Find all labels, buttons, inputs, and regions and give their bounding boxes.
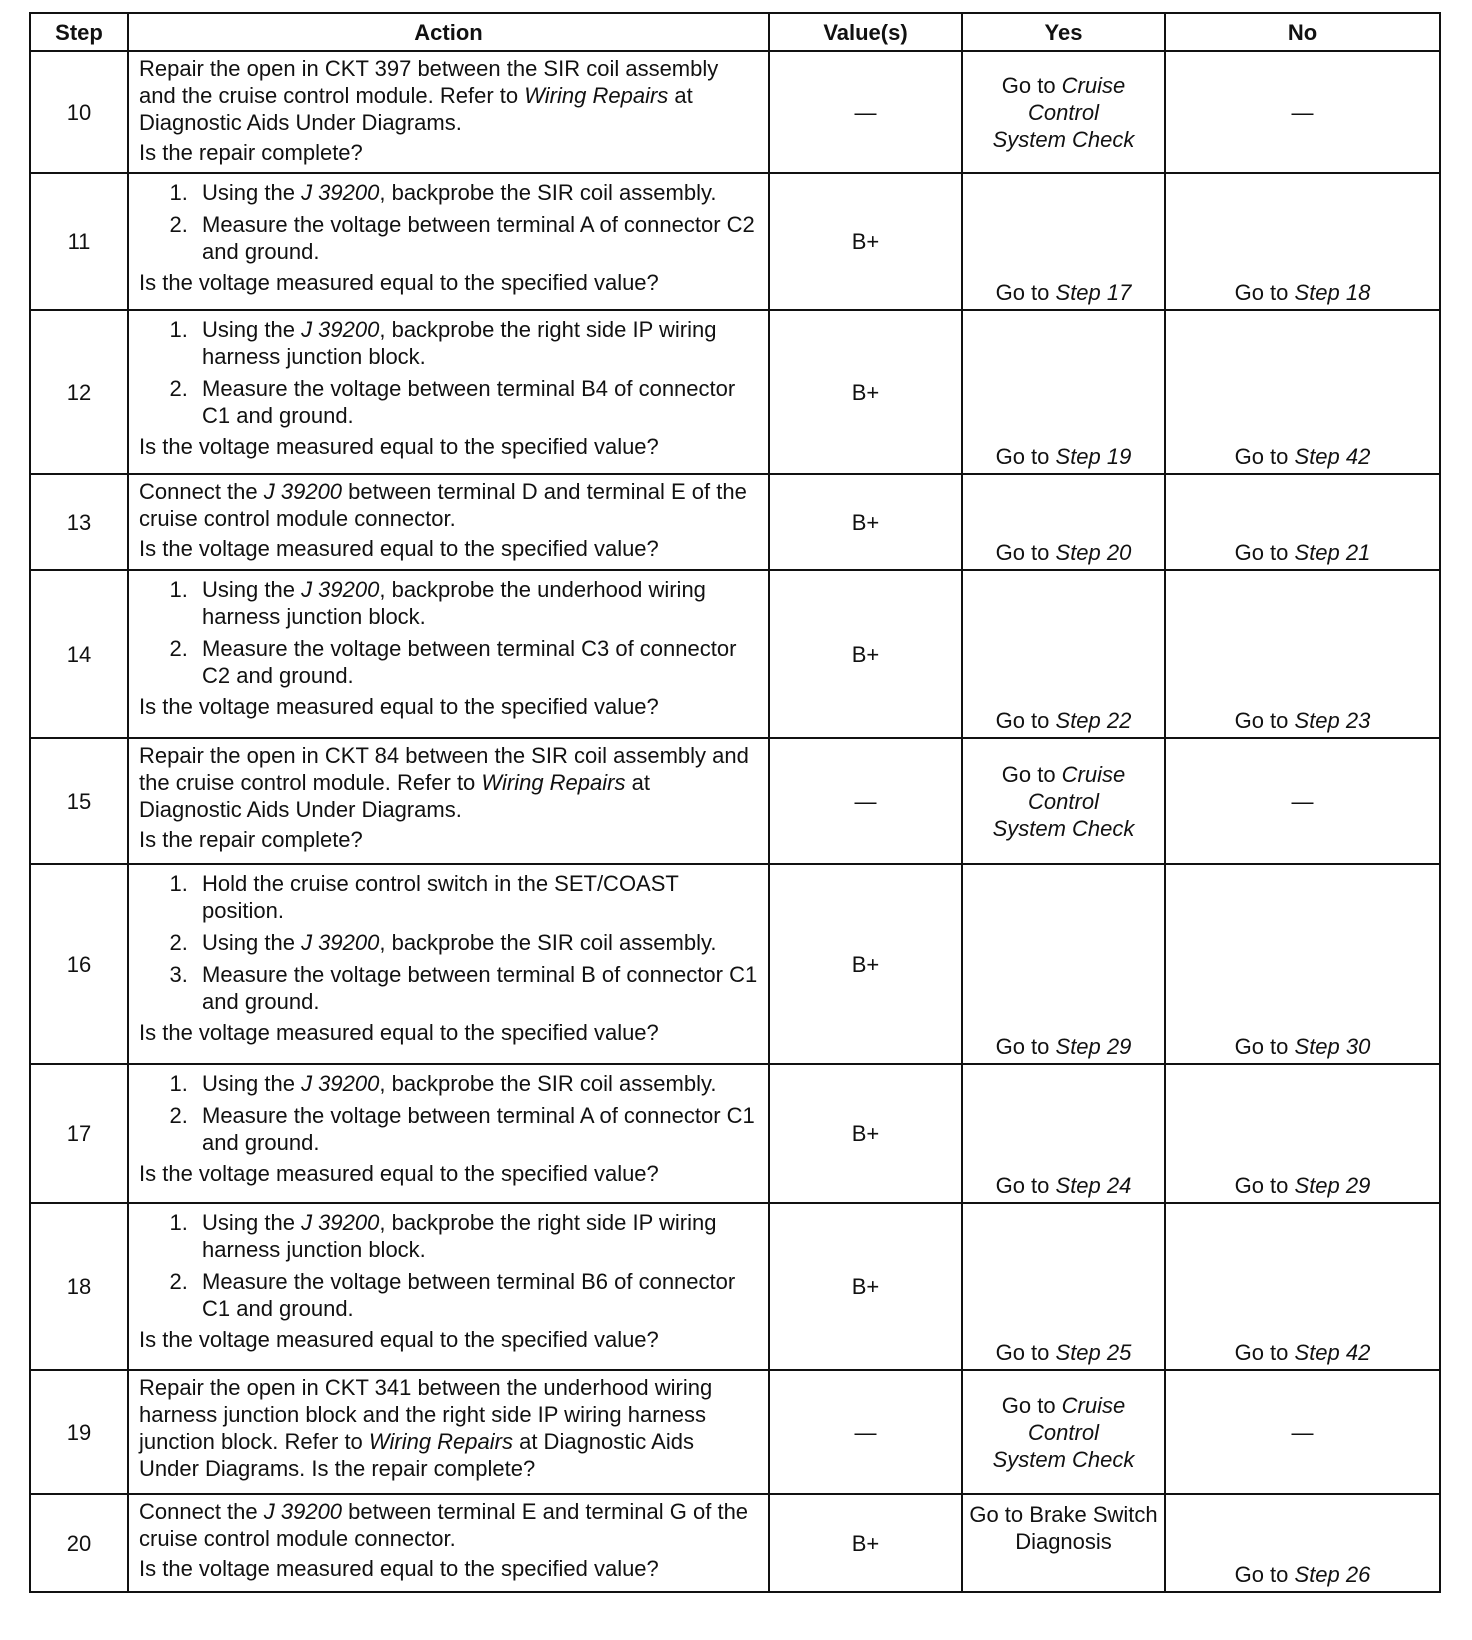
- no-cell: —: [1165, 1370, 1440, 1494]
- step-number: 12: [30, 310, 128, 474]
- header-row: [30, 13, 1440, 51]
- value-cell: —: [769, 51, 962, 173]
- table-row: [30, 1064, 1440, 1203]
- value-cell: B+: [769, 310, 962, 474]
- yes-cell: Go to Cruise Control System Check: [962, 1370, 1165, 1494]
- action-cell: Repair the open in CKT 84 between the SIR coil assembly and the cruise control module. Refer to Wiring Repairs at Diagnostic Aids Under Diagrams. Is the repair complete?: [128, 738, 769, 864]
- action-cell: 1. Using the J 39200, backprobe the SIR coil assembly. 2. Measure the voltage between terminal A of connector C2 and ground. Is the voltage measured equal to the specified value?: [128, 173, 769, 310]
- table-row: [30, 1203, 1440, 1370]
- action-cell: 1. Using the J 39200, backprobe the SIR coil assembly. 2. Measure the voltage between terminal A of connector C1 and ground. Is the voltage measured equal to the specified value?: [128, 1064, 769, 1203]
- table-row: [30, 310, 1440, 474]
- step-number: 19: [30, 1370, 128, 1494]
- header-values: Value(s): [769, 13, 962, 51]
- step-number: 10: [30, 51, 128, 173]
- action-cell: Repair the open in CKT 341 between the underhood wiring harness junction block and the right side IP wiring harness junction block. Refer to Wiring Repairs at Diagnostic Aids Under Diagrams. Is the repair complete?: [128, 1370, 769, 1494]
- value-cell: B+: [769, 864, 962, 1064]
- yes-cell: Go to Cruise Control System Check: [962, 738, 1165, 864]
- step-number: 11: [30, 173, 128, 310]
- question-text: Is the voltage measured equal to the specified value?: [139, 434, 659, 459]
- step-number: 15: [30, 738, 128, 864]
- question-text: Is the voltage measured equal to the specified value?: [139, 536, 659, 561]
- value-cell: B+: [769, 1064, 962, 1203]
- value-cell: —: [769, 738, 962, 864]
- yes-cell: Go to Step 19: [962, 310, 1165, 474]
- table-row: [30, 738, 1440, 864]
- question-text: Is the voltage measured equal to the specified value?: [139, 270, 659, 295]
- no-cell: —: [1165, 51, 1440, 173]
- yes-cell: Go to Step 22: [962, 570, 1165, 738]
- action-cell: 1. Using the J 39200, backprobe the right side IP wiring harness junction block. 2. Measure the voltage between terminal B4 of connector C1 and ground. Is the voltage measured equal to the specified value?: [128, 310, 769, 474]
- header-no: No: [1165, 13, 1440, 51]
- no-cell: —: [1165, 738, 1440, 864]
- table-row: [30, 864, 1440, 1064]
- question-text: Is the voltage measured equal to the specified value?: [139, 1161, 659, 1186]
- action-cell: 1. Using the J 39200, backprobe the right side IP wiring harness junction block. 2. Measure the voltage between terminal B6 of connector C1 and ground. Is the voltage measured equal to the specified value?: [128, 1203, 769, 1370]
- action-cell: 1. Hold the cruise control switch in the SET/COAST position. 2. Using the J 39200, backprobe the SIR coil assembly. 3. Measure the voltage between terminal B of connector C1 and ground. Is the voltage measured equal to the specified value?: [128, 864, 769, 1064]
- yes-cell: Go to Step 25: [962, 1203, 1165, 1370]
- no-cell: Go to Step 42: [1165, 1203, 1440, 1370]
- yes-cell: Go to Step 29: [962, 864, 1165, 1064]
- diagnostic-table: [29, 12, 1441, 1593]
- yes-cell: Go to Cruise Control System Check: [962, 51, 1165, 173]
- table-row: [30, 1370, 1440, 1494]
- no-cell: Go to Step 21: [1165, 474, 1440, 570]
- yes-cell: Go to Step 20: [962, 474, 1165, 570]
- yes-cell: Go to Step 17: [962, 173, 1165, 310]
- value-cell: B+: [769, 1203, 962, 1370]
- action-cell: 1. Using the J 39200, backprobe the underhood wiring harness junction block. 2. Measure the voltage between terminal C3 of connector C2 and ground. Is the voltage measured equal to the specified value?: [128, 570, 769, 738]
- step-number: 16: [30, 864, 128, 1064]
- value-cell: B+: [769, 474, 962, 570]
- action-cell: Connect the J 39200 between terminal D and terminal E of the cruise control module connector. Is the voltage measured equal to the specified value?: [128, 474, 769, 570]
- question-text: Is the voltage measured equal to the specified value?: [139, 1556, 659, 1581]
- table-row: [30, 474, 1440, 570]
- header-step: Step: [30, 13, 128, 51]
- step-number: 14: [30, 570, 128, 738]
- yes-cell: Go to Step 24: [962, 1064, 1165, 1203]
- question-text: Is the repair complete?: [139, 140, 363, 165]
- no-cell: Go to Step 42: [1165, 310, 1440, 474]
- question-text: Is the voltage measured equal to the specified value?: [139, 694, 659, 719]
- step-number: 13: [30, 474, 128, 570]
- table-row: [30, 570, 1440, 738]
- question-text: Is the repair complete?: [311, 1456, 536, 1481]
- question-text: Is the voltage measured equal to the specified value?: [139, 1327, 659, 1352]
- no-cell: Go to Step 18: [1165, 173, 1440, 310]
- header-yes: Yes: [962, 13, 1165, 51]
- step-number: 20: [30, 1494, 128, 1592]
- value-cell: —: [769, 1370, 962, 1494]
- table-row: [30, 51, 1440, 173]
- header-action: Action: [128, 13, 769, 51]
- step-number: 18: [30, 1203, 128, 1370]
- value-cell: B+: [769, 570, 962, 738]
- no-cell: Go to Step 29: [1165, 1064, 1440, 1203]
- yes-cell: Go to Brake Switch Diagnosis: [962, 1494, 1165, 1592]
- action-cell: Connect the J 39200 between terminal E and terminal G of the cruise control module connector. Is the voltage measured equal to the specified value?: [128, 1494, 769, 1592]
- table-row: [30, 173, 1440, 310]
- question-text: Is the repair complete?: [139, 827, 363, 852]
- table-row: [30, 1494, 1440, 1592]
- no-cell: Go to Step 30: [1165, 864, 1440, 1064]
- value-cell: B+: [769, 1494, 962, 1592]
- value-cell: B+: [769, 173, 962, 310]
- action-cell: Repair the open in CKT 397 between the SIR coil assembly and the cruise control module. Refer to Wiring Repairs at Diagnostic Aids Under Diagrams. Is the repair complete?: [128, 51, 769, 173]
- no-cell: Go to Step 23: [1165, 570, 1440, 738]
- no-cell: Go to Step 26: [1165, 1494, 1440, 1592]
- step-number: 17: [30, 1064, 128, 1203]
- question-text: Is the voltage measured equal to the specified value?: [139, 1020, 659, 1045]
